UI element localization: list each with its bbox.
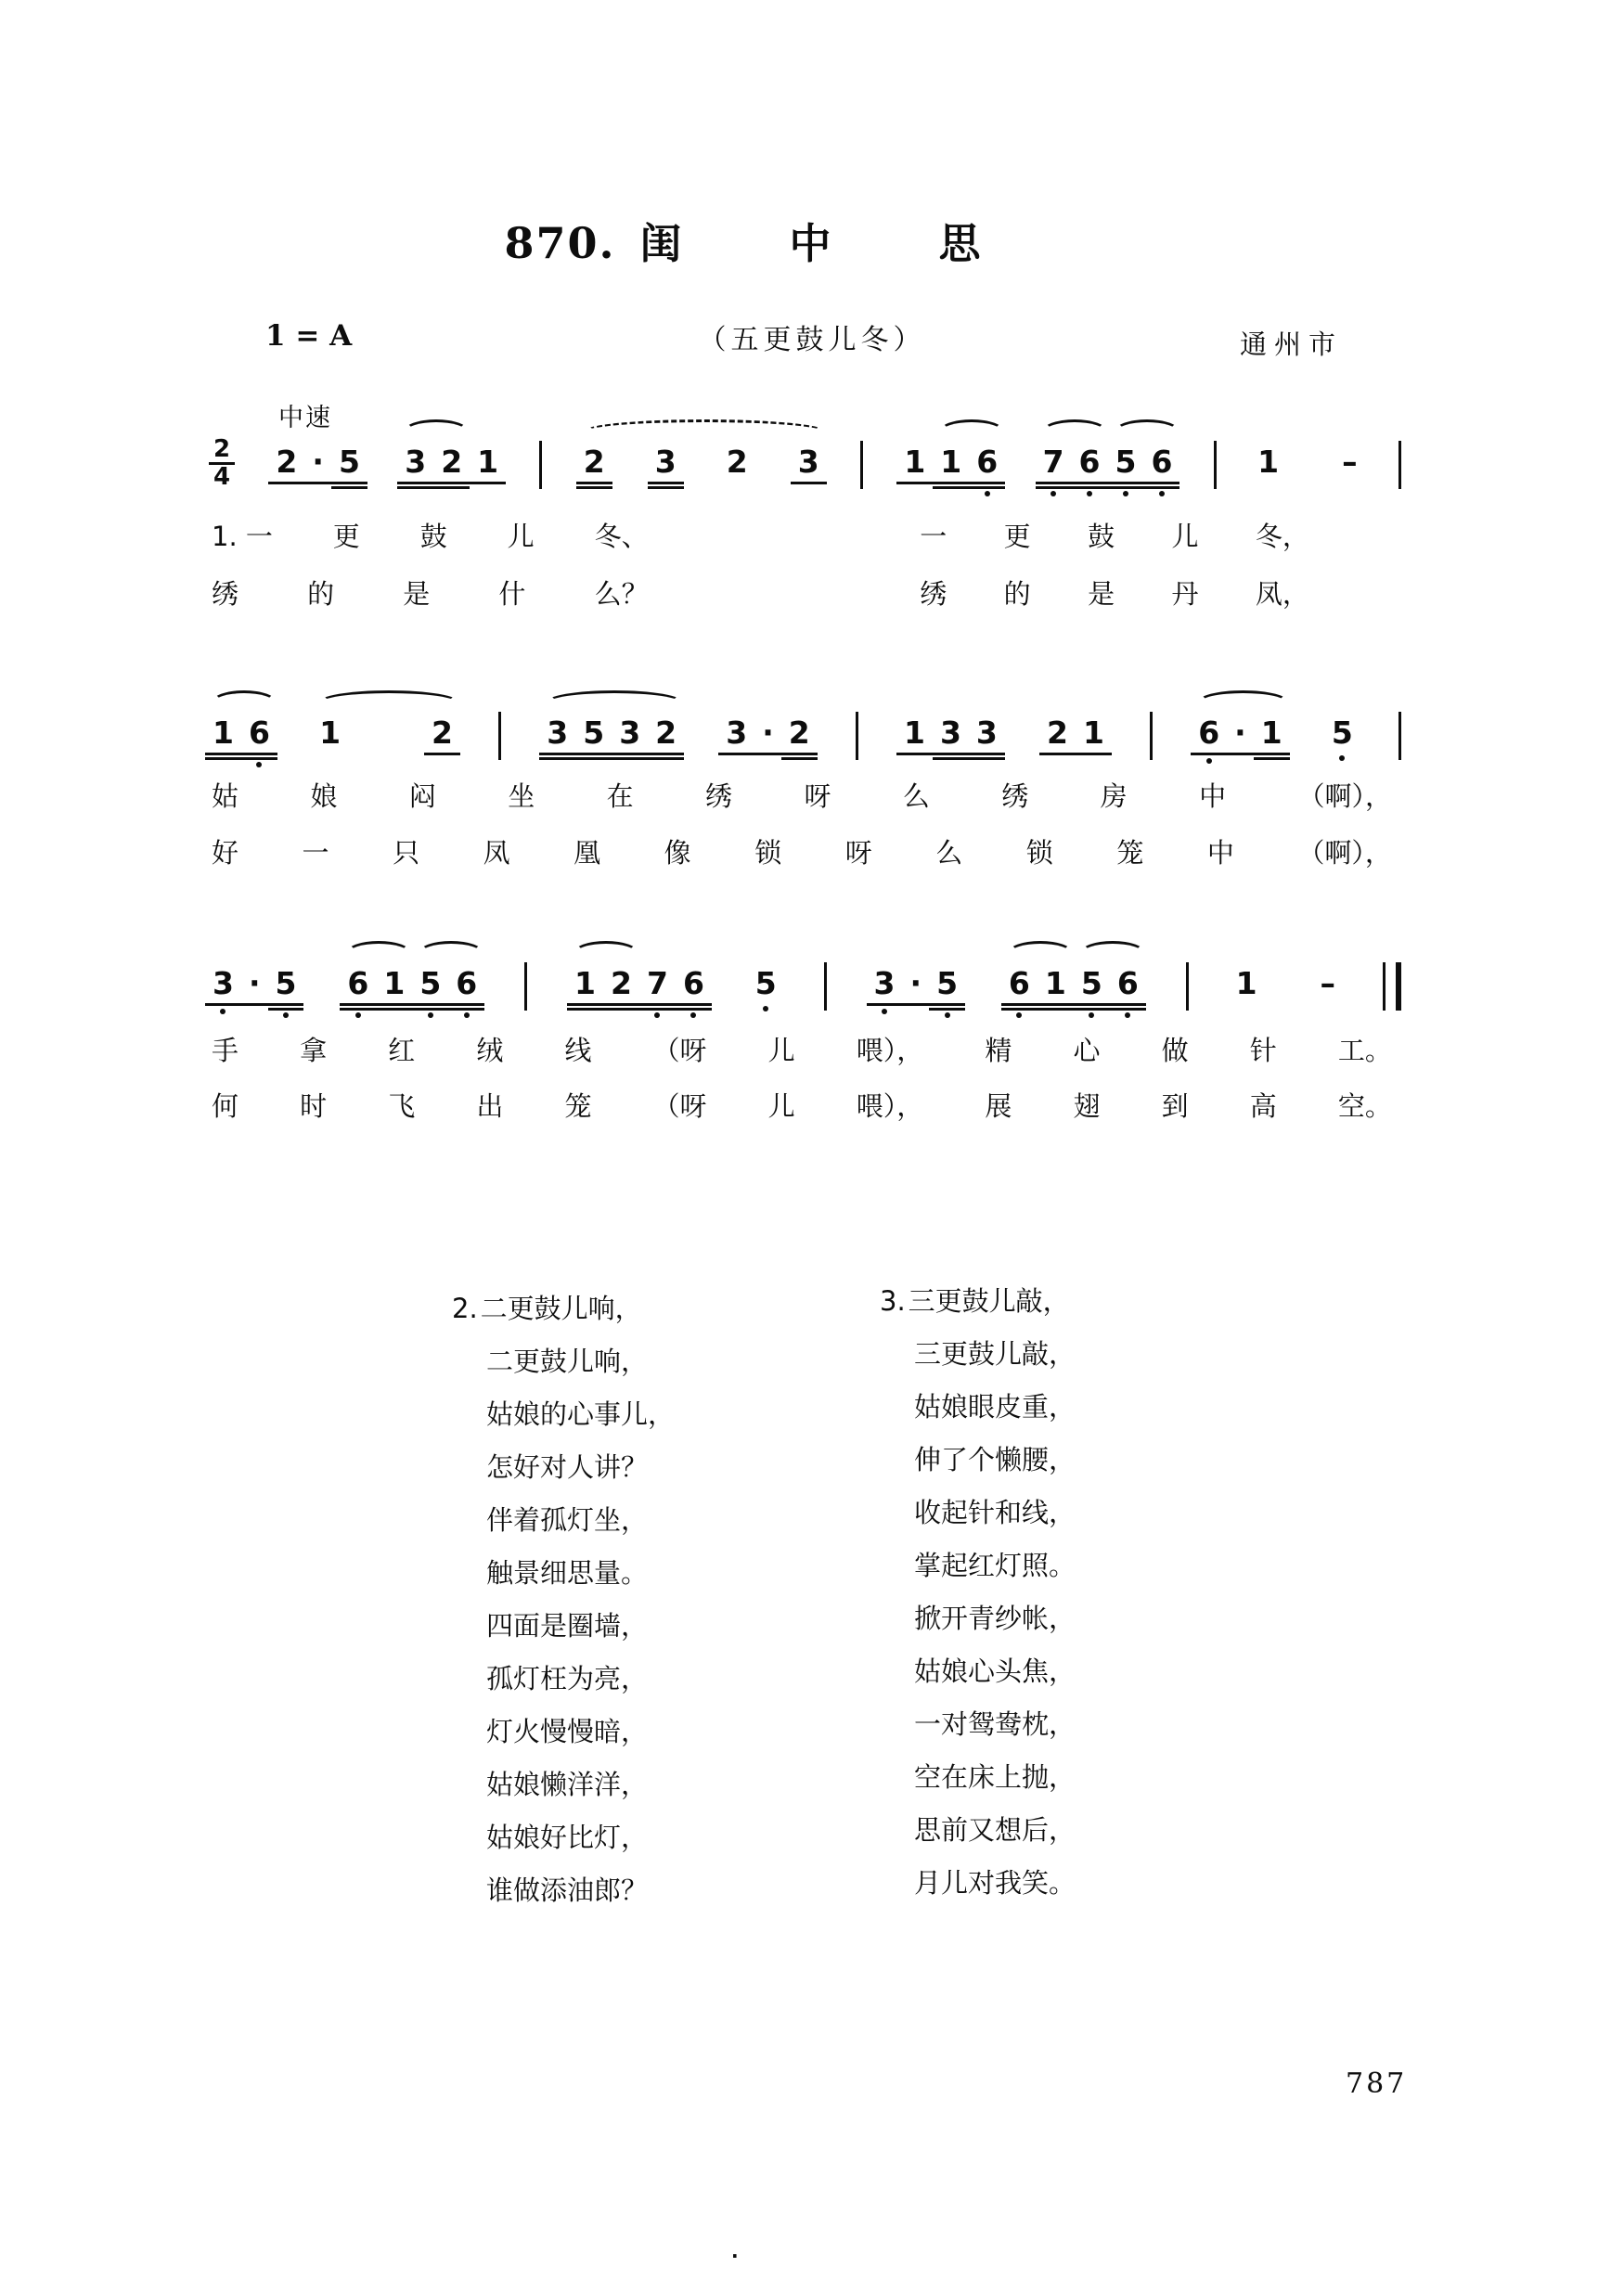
note: 2 [580, 444, 609, 481]
octave-dot-low [1016, 1012, 1022, 1018]
barline [856, 712, 858, 760]
lyric-syllable: 房 [1100, 780, 1128, 812]
lyric-syllable: 绣 [212, 578, 239, 610]
slur-arc [1008, 941, 1073, 965]
note-group [1005, 965, 1142, 1002]
lyric-syllable: 拿 [300, 1035, 328, 1066]
lyric-syllable: 是 [403, 578, 431, 610]
lyric-syllable: 凤， [1255, 578, 1309, 610]
note-group [1254, 444, 1360, 481]
note: 1 [1041, 965, 1070, 1002]
lyric-row [212, 832, 1392, 870]
lyric-syllable: 凰 [574, 837, 601, 869]
slur-arc [318, 690, 459, 715]
lyric-syllable: 绣 [920, 578, 947, 610]
lyric-syllable: 做 [1161, 1035, 1189, 1066]
note: 3 [401, 444, 430, 481]
music-line [209, 683, 1401, 760]
music-line [209, 934, 1401, 1011]
lyric-syllable: 中 [1206, 837, 1234, 869]
note: 6 [679, 965, 708, 1002]
note: 1 [1257, 444, 1280, 480]
time-signature-numerator: 2 [209, 437, 235, 465]
note: 5 [1112, 444, 1141, 481]
lyric-syllable: 出 [476, 1090, 504, 1122]
octave-dot-low [654, 1012, 660, 1018]
barline [1214, 441, 1217, 489]
note: – [1320, 965, 1336, 1001]
note: · [758, 715, 778, 752]
note: 5 [933, 965, 961, 1002]
note: 1 [900, 715, 929, 752]
lyric-syllable: 展 [985, 1090, 1012, 1122]
lyric-syllable: 锁 [1025, 837, 1053, 869]
slur-arc [419, 941, 483, 965]
lyric-syllable: 的 [307, 578, 335, 610]
lyric-syllable: 一 [302, 837, 329, 869]
lyric-syllable: 到 [1161, 1090, 1189, 1122]
octave-dot-low [355, 1012, 361, 1018]
lyric-syllable: 针 [1249, 1035, 1277, 1066]
lyric-segment [212, 832, 1392, 870]
lyric-syllable: 儿 [767, 1090, 795, 1122]
note: 2 [437, 444, 466, 481]
verse-line: 三更鼓儿敲， [914, 1338, 1076, 1370]
barline [539, 441, 542, 489]
note: 5 [416, 965, 445, 1002]
note: 6 [452, 965, 481, 1002]
octave-dot-low [882, 1009, 887, 1014]
octave-dot-low [945, 1012, 950, 1018]
note: 1 [209, 715, 238, 752]
octave-dot-low [220, 1009, 226, 1014]
note: 1 [571, 965, 599, 1002]
verse-line: 空在床上抛， [914, 1761, 1076, 1793]
verse-line: 姑娘心头焦， [914, 1655, 1076, 1687]
lyric-syllable: 时 [300, 1090, 328, 1122]
note: 2 [272, 444, 301, 481]
lyric-syllable: （呀 [652, 1090, 707, 1122]
verse-line: 掀开青纱帐， [914, 1603, 1076, 1634]
note-group [900, 715, 1001, 752]
verse-line: 姑娘好比灯， [486, 1822, 649, 1853]
barline [498, 712, 501, 760]
lyric-syllable: 中 [1199, 780, 1227, 812]
lyric-syllable: 绣 [1001, 780, 1029, 812]
lyric-row [212, 573, 1392, 612]
note-group [580, 444, 823, 481]
lyric-syllable: 是 [1088, 578, 1115, 610]
lyric-syllable: 空。 [1337, 1090, 1392, 1122]
note: 1 [473, 444, 502, 481]
note: · [907, 965, 926, 1002]
lyric-syllable: 娘 [310, 780, 338, 812]
barline [1186, 962, 1189, 1011]
lyric-syllable: 儿 [1171, 521, 1199, 552]
lyric-segment [920, 516, 1309, 554]
lyric-syllable: 笼 [1116, 837, 1144, 869]
lyric-syllable: 只 [393, 837, 420, 869]
octave-dot-low [428, 1012, 433, 1018]
barline [860, 441, 863, 489]
barline [1398, 441, 1401, 489]
lyric-syllable: 呀 [804, 780, 831, 812]
lyric-syllable: 在 [606, 780, 634, 812]
note: 1 [936, 444, 965, 481]
note: 1 [1235, 965, 1257, 1001]
note-group [722, 715, 813, 752]
lyric-segment [212, 1086, 1392, 1124]
footer-dot: . [731, 2240, 739, 2262]
note-group [900, 444, 1001, 481]
time-signature [209, 437, 235, 490]
verse-line: 触景细思量。 [486, 1557, 649, 1589]
time-signature-denominator: 4 [213, 463, 231, 491]
note: 5 [1328, 715, 1357, 752]
slur-arc [1197, 690, 1289, 715]
slur-arc [546, 690, 683, 715]
note: 1 [380, 965, 408, 1002]
lyric-syllable: 飞 [388, 1090, 416, 1122]
verse-number: 2. [452, 1293, 478, 1324]
lyric-syllable: 坐 [508, 780, 535, 812]
note: 6 [1076, 444, 1104, 481]
lyric-row [212, 1086, 1392, 1124]
lyric-syllable: 手 [212, 1035, 239, 1066]
lyric-syllable: 工。 [1337, 1035, 1392, 1066]
note: 3 [794, 444, 823, 481]
lyric-syllable: 一 [920, 521, 947, 552]
lyric-syllable: 闷 [408, 780, 436, 812]
page-number: 787 [1346, 2068, 1408, 2100]
lyric-syllable: 的 [1003, 578, 1031, 610]
note-group [209, 965, 300, 1002]
lyric-syllable: 丹 [1171, 578, 1199, 610]
note: 3 [936, 715, 965, 752]
lyric-syllable: 喂）， [856, 1035, 924, 1066]
lyric-segment [212, 776, 1392, 814]
octave-dot-low [1206, 758, 1212, 764]
note: – [1342, 444, 1358, 480]
note: 1 [900, 444, 929, 481]
barline [1150, 712, 1153, 760]
note: 1 [1257, 715, 1286, 752]
note: 5 [579, 715, 608, 752]
note: · [245, 965, 264, 1002]
lyric-syllable: （呀 [652, 1035, 707, 1066]
note: 1 [1079, 715, 1108, 752]
verse-line: 四面是圈墙， [486, 1610, 649, 1642]
slur-arc [404, 419, 469, 444]
octave-dot-low [464, 1012, 470, 1018]
octave-dot-low [1159, 491, 1165, 496]
title-char: 中 [789, 219, 831, 268]
octave-dot-low [690, 1012, 696, 1018]
note-group [543, 715, 680, 752]
lyric-syllable: 高 [1249, 1090, 1277, 1122]
lyric-syllable: 绣 [705, 780, 733, 812]
note: 2 [607, 965, 636, 1002]
lyric-syllable: 线 [564, 1035, 592, 1066]
lyric-syllable: 锁 [754, 837, 782, 869]
note: 6 [1194, 715, 1223, 752]
note: 5 [335, 444, 364, 481]
slur-arc [583, 419, 826, 444]
note-group [571, 965, 708, 1002]
lyric-syllable: 什 [498, 578, 526, 610]
note: 6 [1114, 965, 1142, 1002]
final-barline [1383, 962, 1401, 1011]
octave-dot-low [1339, 755, 1345, 761]
tempo-marking: 中速 [278, 404, 332, 432]
verse-line: 灯火慢慢暗， [486, 1716, 649, 1747]
verse-line: 孤灯枉为亮， [486, 1663, 649, 1694]
verse-line: 伸了个懒腰， [914, 1444, 1076, 1475]
octave-dot-low [1089, 1012, 1094, 1018]
region-label: 通州市 [1240, 328, 1344, 360]
verse-line: 二更鼓儿响， [486, 1346, 649, 1377]
lyric-syllable: 儿 [507, 521, 535, 552]
key-signature: 1 = A [265, 319, 353, 353]
note: 3 [722, 715, 751, 752]
verse-line: 姑娘眼皮重， [914, 1391, 1076, 1423]
lyric-syllable: 呀 [844, 837, 872, 869]
barline [824, 962, 827, 1011]
slur-arc [939, 419, 1004, 444]
lyric-syllable: 心 [1073, 1035, 1101, 1066]
note: 3 [615, 715, 644, 752]
lyric-segment [212, 573, 649, 612]
slur-arc [1115, 419, 1179, 444]
slur-arc [346, 941, 411, 965]
lyric-syllable: 1. 一 [212, 521, 273, 552]
lyric-syllable: 么 [935, 837, 963, 869]
lyric-syllable: 何 [212, 1090, 239, 1122]
slur-arc [1080, 941, 1145, 965]
note: 3 [973, 715, 1001, 752]
verse-line: 一对鸳鸯枕， [914, 1708, 1076, 1740]
note-group [1194, 715, 1285, 752]
note: 3 [651, 444, 680, 481]
note-group [316, 715, 457, 752]
note: · [308, 444, 328, 481]
lyric-syllable: 像 [664, 837, 691, 869]
lyric-syllable: 鼓 [419, 521, 447, 552]
note-group [1039, 444, 1177, 481]
note: 6 [1147, 444, 1176, 481]
lyric-syllable: 么 [902, 780, 930, 812]
lyric-syllable: 笼 [564, 1090, 592, 1122]
title-char: 闺 [639, 219, 682, 268]
note-group [272, 444, 363, 481]
verse-line: 掌起红灯照。 [914, 1550, 1076, 1581]
note: 2 [785, 715, 814, 752]
verse-line: 2. 二更鼓儿响， [452, 1293, 642, 1324]
note: 2 [1043, 715, 1072, 752]
note: 5 [752, 965, 780, 1002]
lyric-syllable: 更 [1003, 521, 1031, 552]
note: 2 [651, 715, 680, 752]
verse-line: 谁做添油郎？ [486, 1874, 649, 1906]
verse-line: 怎好对人讲？ [486, 1451, 649, 1483]
lyric-syllable: 红 [388, 1035, 416, 1066]
note: 5 [1077, 965, 1106, 1002]
note: 7 [643, 965, 672, 1002]
lyric-row [212, 1030, 1392, 1068]
page-title [0, 210, 1554, 270]
octave-dot-low [1050, 491, 1056, 496]
note: 5 [272, 965, 301, 1002]
note: 6 [245, 715, 274, 752]
barline [524, 962, 527, 1011]
lyric-syllable: 喂）， [856, 1090, 924, 1122]
verse-line: 姑娘的心事儿， [486, 1398, 676, 1430]
lyric-syllable: （啊）， [1297, 837, 1392, 869]
slur-arc [212, 690, 277, 715]
octave-dot-low [985, 491, 990, 496]
octave-dot-low [763, 1006, 768, 1011]
note-group [401, 444, 502, 481]
verse-column [880, 1275, 1076, 1910]
verse-column [452, 1282, 675, 1917]
octave-dot-low [1125, 1012, 1130, 1018]
note-group [752, 965, 780, 1002]
octave-dot-low [1123, 491, 1128, 496]
verse-line: 月儿对我笑。 [914, 1867, 1076, 1899]
octave-dot-low [283, 1012, 289, 1018]
verse-line: 思前又想后， [914, 1814, 1076, 1846]
note-group [870, 965, 961, 1002]
lyric-segment [212, 516, 649, 554]
lyric-syllable: 好 [212, 837, 239, 869]
verse-number: 3. [880, 1285, 906, 1317]
slur-arc [1042, 419, 1107, 444]
note-group [1232, 965, 1339, 1002]
lyric-syllable: 精 [985, 1035, 1012, 1066]
lyric-syllable: 凤 [483, 837, 510, 869]
lyric-row [212, 776, 1392, 814]
octave-dot-low [256, 762, 262, 767]
verse-line: 伴着孤灯坐， [486, 1504, 649, 1536]
music-line [209, 412, 1401, 490]
octave-dot-low [1087, 491, 1092, 496]
note: · [1231, 715, 1250, 752]
lyric-syllable: 冬， [1255, 521, 1309, 552]
lyric-syllable: 么？ [594, 578, 649, 610]
verse-line: 3. 三更鼓儿敲， [880, 1285, 1070, 1317]
lyric-syllable: 冬、 [594, 521, 649, 552]
note-group [343, 965, 481, 1002]
note: 6 [343, 965, 372, 1002]
note: 3 [870, 965, 899, 1002]
lyric-syllable: 翅 [1073, 1090, 1101, 1122]
note: 2 [726, 444, 748, 480]
note: 3 [543, 715, 572, 752]
note: 6 [1005, 965, 1034, 1002]
song-number: 870. [504, 218, 616, 268]
verse-line: 收起针和线， [914, 1497, 1076, 1528]
lyric-syllable: 更 [332, 521, 360, 552]
verse-line: 姑娘懒洋洋， [486, 1769, 649, 1800]
note: 7 [1039, 444, 1068, 481]
lyric-syllable: 儿 [767, 1035, 795, 1066]
note: 2 [428, 715, 457, 752]
lyric-segment [212, 1030, 1392, 1068]
lyric-segment [920, 573, 1309, 612]
note: 3 [209, 965, 238, 1002]
lyric-row [212, 516, 1392, 554]
lyric-syllable: 绒 [476, 1035, 504, 1066]
song-subtitle: （五更鼓儿冬） [698, 324, 926, 356]
lyric-syllable: 姑 [212, 780, 239, 812]
lyric-syllable: （啊）， [1297, 780, 1392, 812]
note-group [1328, 715, 1357, 752]
lyric-syllable: 鼓 [1088, 521, 1115, 552]
note-group [209, 715, 274, 752]
barline [1398, 712, 1401, 760]
note: 1 [319, 715, 342, 751]
title-char: 思 [938, 219, 981, 268]
note-group [1043, 715, 1108, 752]
note: 6 [973, 444, 1001, 481]
slur-arc [574, 941, 638, 965]
